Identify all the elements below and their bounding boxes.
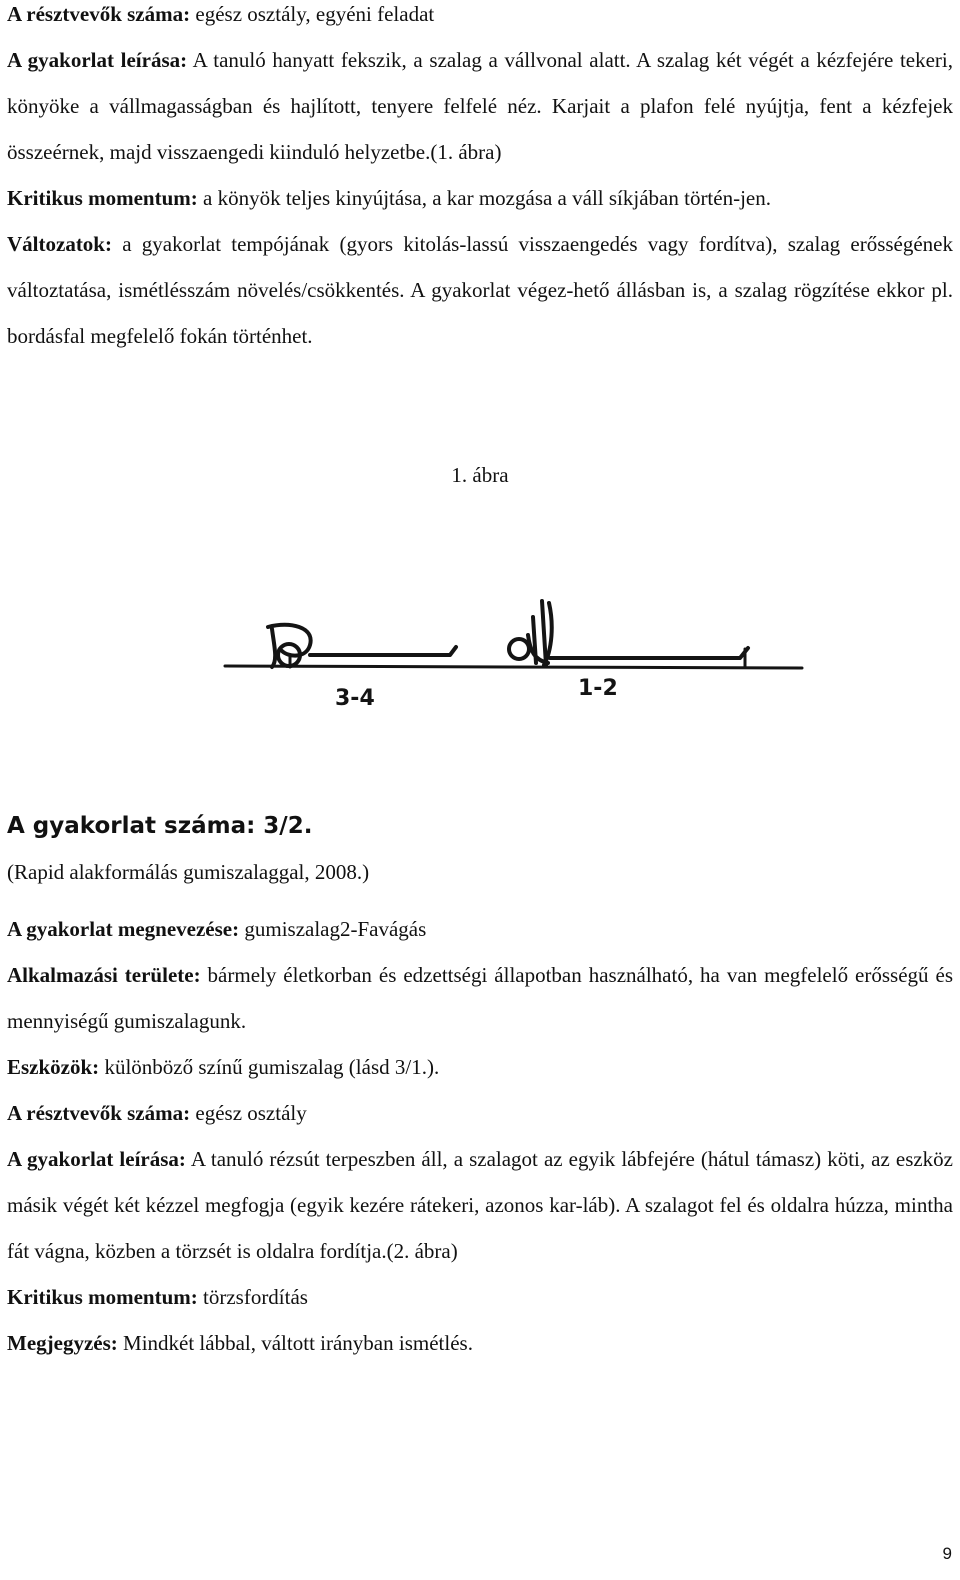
exercise-figure-drawing xyxy=(150,505,810,765)
description-paragraph-2 xyxy=(7,1136,953,1274)
variants-paragraph xyxy=(7,221,953,359)
floor-line xyxy=(225,666,802,668)
description-value-2: A tanuló rézsút terpeszben áll, a szalagot az egyik lábfejére (hátul támasz) köti, az eszköz másik végét két kézzel megfogja (egyik kezére rátekeri, azonos kar-láb). A szalagot fel és oldalra húzza, mintha fát vágna, közben a törzsét is oldalra fordítja.(2. ábra) xyxy=(7,1147,954,1263)
area-paragraph xyxy=(7,952,953,1044)
tools-value: különböző színű gumiszalag (lásd 3/1.). xyxy=(99,1055,440,1079)
description-label: A gyakorlat leírása: xyxy=(7,48,188,72)
source-citation: (Rapid alakformálás gumiszalaggal, 2008.) xyxy=(7,860,370,884)
exercise-heading: A gyakorlat száma: 3/2. xyxy=(7,813,313,839)
variants-label: Változatok: xyxy=(7,232,112,256)
area-label: Alkalmazási területe: xyxy=(7,963,201,987)
figure-label-left: 3-4 xyxy=(335,686,375,711)
critical-value-2: törzsfordítás xyxy=(197,1285,308,1309)
participants-label-2: A résztvevők száma: xyxy=(7,1101,191,1125)
variants-value: a gyakorlat tempójának (gyors kitolás-lassú visszaengedés vagy fordítva), szalag erősségének változtatása, ismétlésszám növelés/csökkentés. A gyakorlat végez-hető állásban is, a szalag rögzítése ekkor pl. bordásfal megfelelő fokán történhet. xyxy=(7,232,953,348)
critical-label-2: Kritikus momentum: xyxy=(7,1285,198,1309)
figure-caption: 1. ábra xyxy=(451,463,509,487)
exercise-2-text xyxy=(7,906,953,1366)
participants-paragraph-2 xyxy=(7,1090,953,1136)
critical-paragraph xyxy=(7,175,953,221)
critical-label: Kritikus momentum: xyxy=(7,186,198,210)
participants-value-2: egész osztály xyxy=(190,1101,307,1125)
name-paragraph xyxy=(7,906,953,952)
note-label: Megjegyzés: xyxy=(7,1331,118,1355)
critical-value: a könyök teljes kinyújtása, a kar mozgása a váll síkjában történ-jen. xyxy=(197,186,771,210)
area-value: bármely életkorban és edzettségi állapotban használható, ha van megfelelő erősségű és mennyiségű gumiszalagunk. xyxy=(7,963,953,1033)
figure-label-right: 1-2 xyxy=(578,676,618,701)
participants-value: egész osztály, egyéni feladat xyxy=(190,2,435,26)
exercise-1-text xyxy=(7,0,953,359)
lying-figure-right xyxy=(509,601,748,665)
description-label-2: A gyakorlat leírása: xyxy=(7,1147,186,1171)
tools-paragraph xyxy=(7,1044,953,1090)
participants-paragraph xyxy=(7,0,953,37)
page-number: 9 xyxy=(942,1544,952,1563)
critical-paragraph-2 xyxy=(7,1274,953,1320)
lying-figure-left xyxy=(268,625,456,667)
tools-label: Eszközök: xyxy=(7,1055,100,1079)
note-paragraph xyxy=(7,1320,953,1366)
name-label: A gyakorlat megnevezése: xyxy=(7,917,240,941)
name-value: gumiszalag2-Favágás xyxy=(239,917,427,941)
description-value: A tanuló hanyatt fekszik, a szalag a vállvonal alatt. A szalag két végét a kézfejére tekeri, könyöke a vállmagasságban és hajlított, tenyere felfelé néz. Karjait a plafon felé nyújtja, fent a kézfejek összeérnek, majd visszaengedi kiinduló helyzetbe.(1. ábra) xyxy=(7,48,953,164)
description-paragraph xyxy=(7,37,953,175)
note-value: Mindkét lábbal, váltott irányban ismétlés. xyxy=(117,1331,473,1355)
participants-label: A résztvevők száma: xyxy=(7,2,191,26)
